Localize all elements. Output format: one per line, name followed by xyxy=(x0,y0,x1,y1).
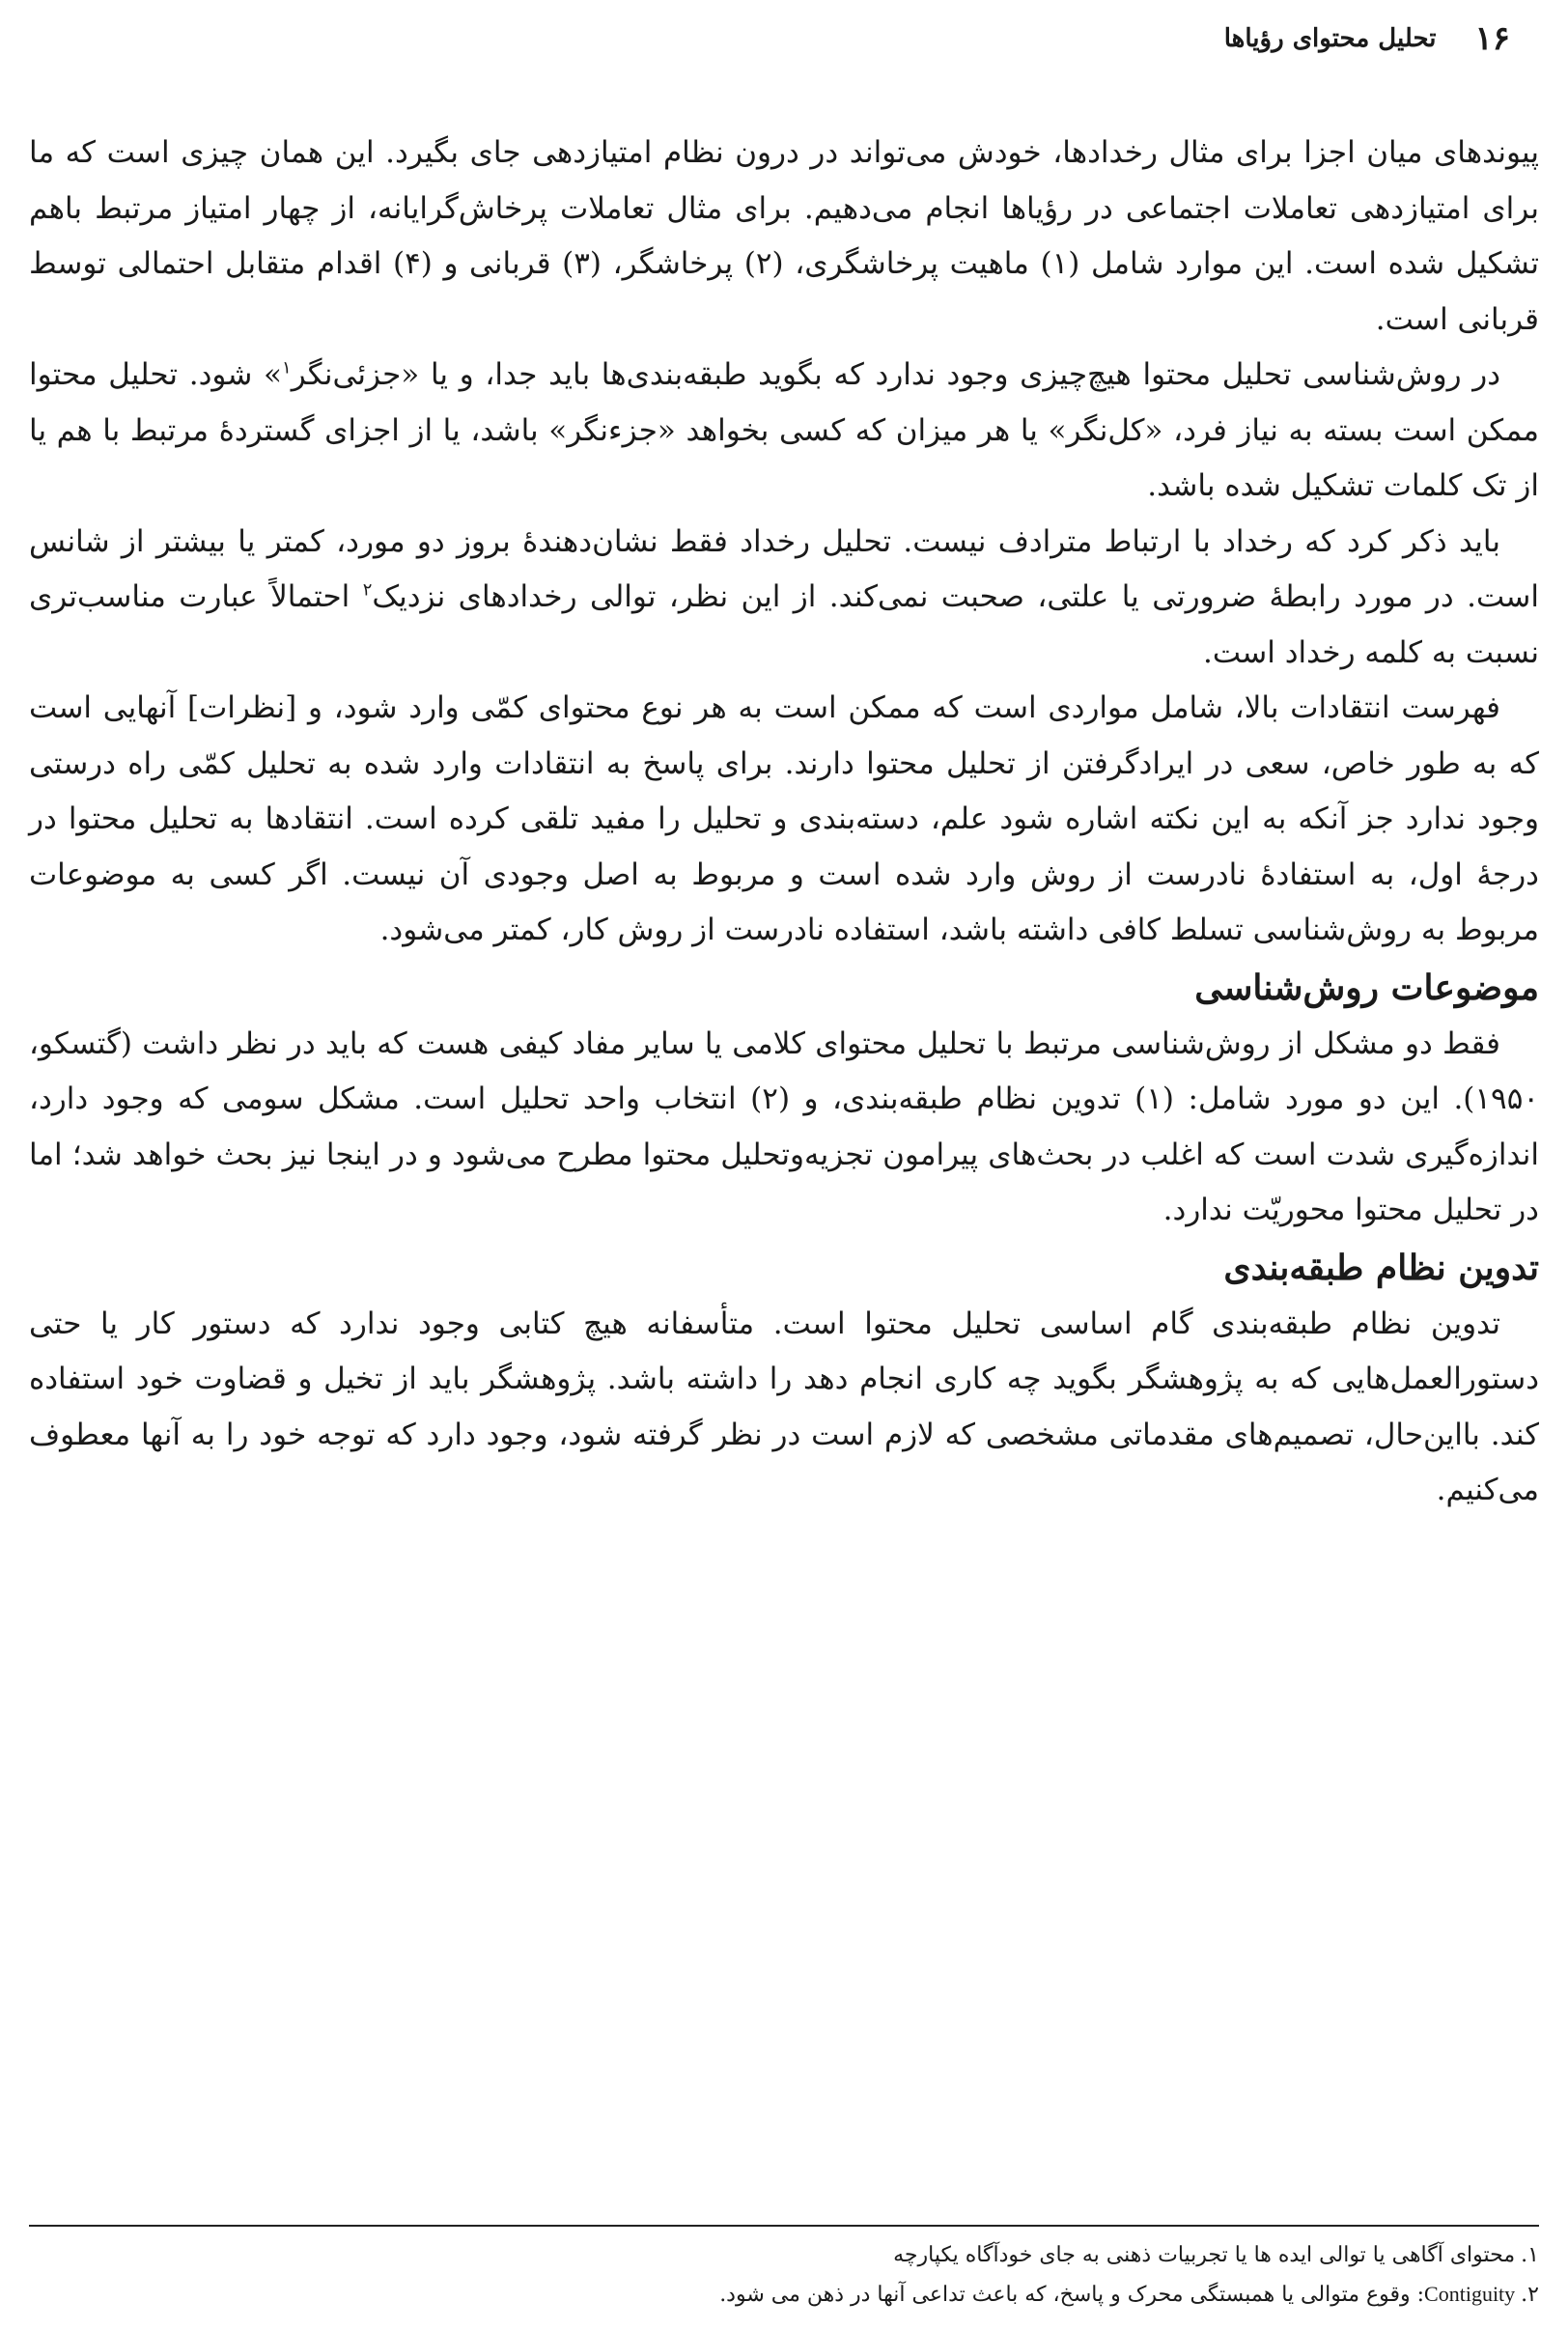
footnote-ref-2[interactable]: ۲ xyxy=(362,579,373,601)
footnote-1 xyxy=(29,2236,1539,2275)
footnote-divider xyxy=(29,2225,1539,2227)
book-title: تحلیل محتوای رؤیاها xyxy=(1223,24,1437,53)
footnote-1-text: محتوای آگاهی یا توالی ایده ها یا تجربیات ذهنی به جای خودآگاه یکپارچه xyxy=(893,2243,1516,2267)
paragraph-1: پیوندهای میان اجزا برای مثال رخدادها، خودش می‌تواند در درون نظام امتیازدهی جای بگیرد. این همان چیزی است که ما برای امتیازدهی تعاملات اجتماعی در رؤیاها انجام می‌دهیم. برای مثال تعاملات پرخاش‌گرایانه، از چهار امتیاز مرتبط باهم تشکیل شده است. این موارد شامل (۱) ماهیت پرخاشگری، (۲) پرخاشگر، (۳) قربانی و (۴) اقدام متقابل احتمالی توسط قربانی است. xyxy=(29,135,1539,337)
paragraph-2-part-2: » شود. تحلیل محتوا ممکن است بسته به نیاز فرد، «کل‌نگر» یا هر میزان که کسی بخواهد «جزءنگر» باشد، یا از اجزای گستردهٔ مرتبط با هم یا از تک کلمات تشکیل شده باشد. xyxy=(29,357,1539,503)
paragraph-2 xyxy=(29,348,1539,515)
paragraph-5: فقط دو مشکل از روش‌شناسی مرتبط با تحلیل محتوای کلامی یا سایر مفاد کیفی هست که باید در نظر داشت (گتسکو، ۱۹۵۰). این دو مورد شامل: (۱) تدوین نظام طبقه‌بندی، و (۲) انتخاب واحد تحلیل است. مشکل سومی که وجود دارد، اندازه‌گیری شدت است که اغلب در بحث‌های پیرامون تجزیه‌وتحلیل محتوا مطرح می‌شود و در اینجا نیز بحث خواهد شد؛ اما در تحلیل محتوا محوریّت ندارد. xyxy=(29,1025,1540,1227)
paragraph-3-part-2: احتمالاً عبارت مناسب‌تری نسبت به کلمه رخداد است. xyxy=(29,579,1539,670)
footnote-2-text: : وقوع متوالی یا همبستگی محرک و پاسخ، که باعث تداعی آنها در ذهن می شود. xyxy=(719,2283,1425,2307)
paragraph-3-part-1: باید ذکر کرد که رخداد با ارتباط مترادف نیست. تحلیل رخداد فقط نشان‌دهندهٔ بروز دو مورد، کمتر یا بیشتر از شانس است. در مورد رابطهٔ ضرورتی یا علتی، صحبت نمی‌کند. از این نظر، توالی رخدادهای نزدیک xyxy=(29,523,1539,614)
paragraph-3 xyxy=(29,515,1539,682)
heading-methodology: موضوعات روش‌شناسی xyxy=(1194,967,1539,1008)
paragraph-4: فهرست انتقادات بالا، شامل مواردی است که ممکن است به هر نوع محتوای کمّی وارد شود، و [نظرات] آنهایی است که به طور خاص، سعی در ایرادگرفتن از تحلیل محتوا دارند. برای پاسخ به انتقادات وارد شده به تحلیل کمّی راه درستی وجود ندارد جز آنکه به این نکته اشاره شود علم، دسته‌بندی و تحلیل را مفید تلقی کرده است. انتقادها به تحلیل محتوا در درجهٔ اول، به استفادهٔ نادرست از روش وارد شده است و مربوط به اصل وجودی آن نیست. اگر کسی به موضوعات مربوط به روش‌شناسی تسلط کافی داشته باشد، استفاده نادرست از روش کار، کمتر می‌شود. xyxy=(29,690,1539,947)
page-number: ۱۶ xyxy=(1474,19,1510,58)
footnote-1-number: ۱. xyxy=(1521,2243,1539,2267)
heading-classification: تدوین نظام طبقه‌بندی xyxy=(1223,1247,1539,1288)
footnotes xyxy=(29,2225,1539,2315)
paragraph-2-part-1: در روش‌شناسی تحلیل محتوا هیچ‌چیزی وجود ندارد که بگوید طبقه‌بندی‌ها باید جدا، و یا «جزئی‌نگر xyxy=(291,357,1500,392)
paragraph-6: تدوین نظام طبقه‌بندی گام اساسی تحلیل محتوا است. متأسفانه هیچ کتابی وجود ندارد که دستور کار یا حتی دستورالعمل‌هایی که به پژوهشگر بگوید چه کاری انجام دهد را داشته باشد. پژوهشگر باید از تخیل و قضاوت خود استفاده کند. بااین‌حال، تصمیم‌های مقدماتی مشخصی که لازم است در نظر گرفته شود، وجود دارد که توجه خود را به آنها معطوف می‌کنیم. xyxy=(29,1305,1539,1507)
footnote-2-term: Contiguity xyxy=(1424,2282,1516,2306)
book-page xyxy=(29,0,1539,2330)
footnote-2-number: ۲. xyxy=(1521,2283,1539,2307)
body-text xyxy=(29,126,1539,1519)
footnote-ref-1[interactable]: ۱ xyxy=(282,357,292,379)
running-head xyxy=(58,19,1510,58)
footnote-2 xyxy=(29,2275,1539,2315)
